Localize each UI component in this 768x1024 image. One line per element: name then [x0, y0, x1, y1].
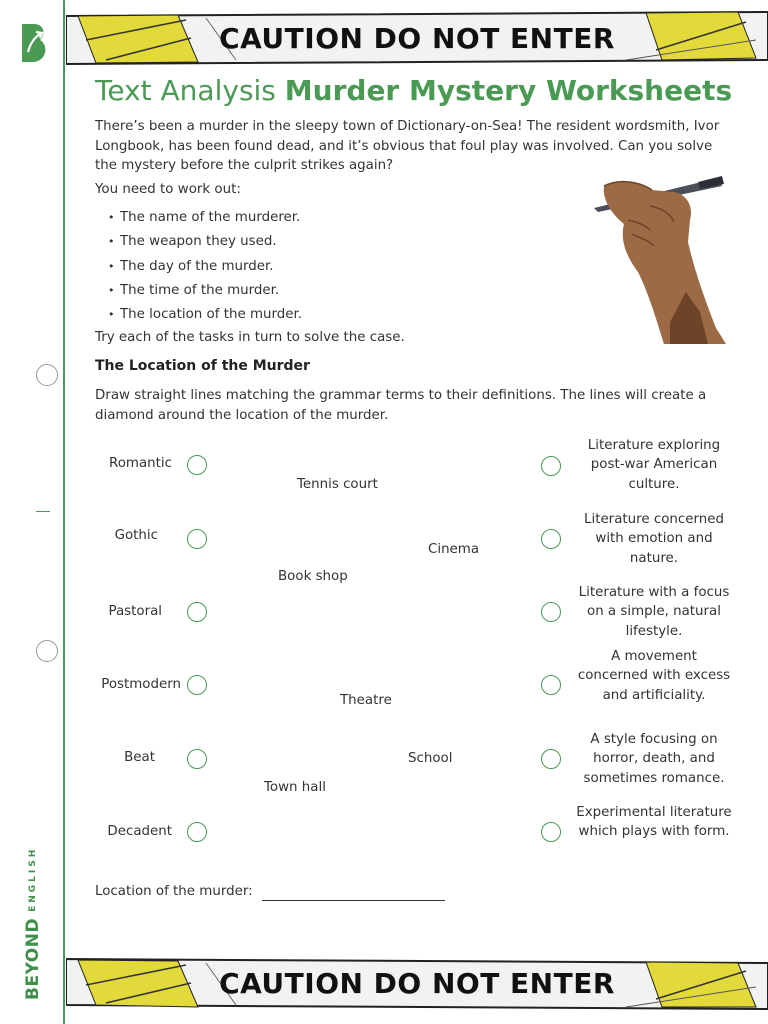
term-decadent: Decadent	[107, 824, 172, 839]
definition-5: A style focusing on horror, death, and sometimes romance.	[583, 732, 725, 786]
place-book-shop: Book shop	[278, 569, 348, 584]
match-circle-left[interactable]	[187, 455, 207, 475]
list-item: • The name of the murderer.	[108, 210, 301, 225]
brand-sub: ENGLISH	[28, 846, 38, 912]
title-bold: Murder Mystery Worksheets	[284, 74, 733, 107]
caution-text-bottom: CAUTION DO NOT ENTER	[219, 966, 615, 1000]
match-circle-right[interactable]	[541, 822, 561, 842]
match-circle-right[interactable]	[541, 529, 561, 549]
margin-line	[63, 0, 65, 1024]
punch-hole-top	[36, 364, 58, 386]
match-circle-left[interactable]	[187, 749, 207, 769]
brand-vertical	[20, 840, 46, 1000]
place-tennis-court: Tennis court	[297, 477, 378, 492]
location-answer-line[interactable]	[262, 900, 445, 901]
term-beat: Beat	[124, 750, 155, 765]
definition-6: Experimental literature which plays with form.	[576, 805, 732, 840]
location-answer-label: Location of the murder:	[95, 884, 253, 899]
place-cinema: Cinema	[428, 542, 480, 557]
caution-tape-bottom	[66, 955, 768, 1011]
match-circle-left[interactable]	[187, 675, 207, 695]
list-item: • The day of the murder.	[108, 258, 274, 274]
list-item: • The weapon they used.	[108, 234, 277, 250]
place-school: School	[408, 751, 453, 766]
beyond-logo-icon	[16, 22, 50, 64]
match-circle-right[interactable]	[541, 749, 561, 769]
title-light: Text Analysis	[95, 74, 285, 107]
definition-2: Literature concerned with emotion and nature.	[584, 512, 724, 566]
section-heading: The Location of the Murder	[95, 358, 310, 374]
fold-mark	[36, 511, 50, 512]
match-circle-right[interactable]	[541, 675, 561, 695]
intro-paragraph: There’s been a murder in the sleepy town of Dictionary-on-Sea! The resident wordsmith, Ivor Longbook, has been found dead, and it’s obvious that foul play was involved. Can you solve the mystery before the culprit strikes again?	[95, 119, 720, 173]
try-instruction: Try each of the tasks in turn to solve the case.	[95, 330, 405, 345]
match-circle-left[interactable]	[187, 822, 207, 842]
term-pastoral: Pastoral	[108, 604, 162, 619]
punch-hole-bottom	[36, 640, 58, 662]
list-item: • The time of the murder.	[108, 282, 280, 298]
definition-1: Literature exploring post-war American culture.	[587, 438, 721, 492]
caution-text-top: CAUTION DO NOT ENTER	[219, 21, 615, 55]
term-postmodern: Postmodern	[101, 677, 181, 692]
match-circle-right[interactable]	[541, 602, 561, 622]
term-gothic: Gothic	[114, 528, 158, 543]
hand-with-pen-icon	[590, 172, 730, 348]
place-theatre: Theatre	[340, 693, 392, 708]
page-title	[95, 74, 732, 107]
section-instructions: Draw straight lines matching the grammar terms to their definitions. The lines will create a diamond around the location of the murder.	[95, 388, 707, 423]
definition-3: Literature with a focus on a simple, natural lifestyle.	[578, 585, 730, 639]
match-circle-left[interactable]	[187, 602, 207, 622]
task-list	[95, 208, 302, 329]
brand-main: BEYOND	[23, 917, 43, 1000]
term-romantic: Romantic	[109, 456, 172, 471]
need-to-work-out: You need to work out:	[95, 182, 241, 197]
definition-4: A movement concerned with excess and artificiality.	[577, 649, 731, 703]
match-circle-right[interactable]	[541, 456, 561, 476]
caution-tape-top	[66, 10, 768, 66]
match-circle-left[interactable]	[187, 529, 207, 549]
list-item: • The location of the murder.	[108, 307, 303, 323]
place-town-hall: Town hall	[264, 780, 326, 795]
